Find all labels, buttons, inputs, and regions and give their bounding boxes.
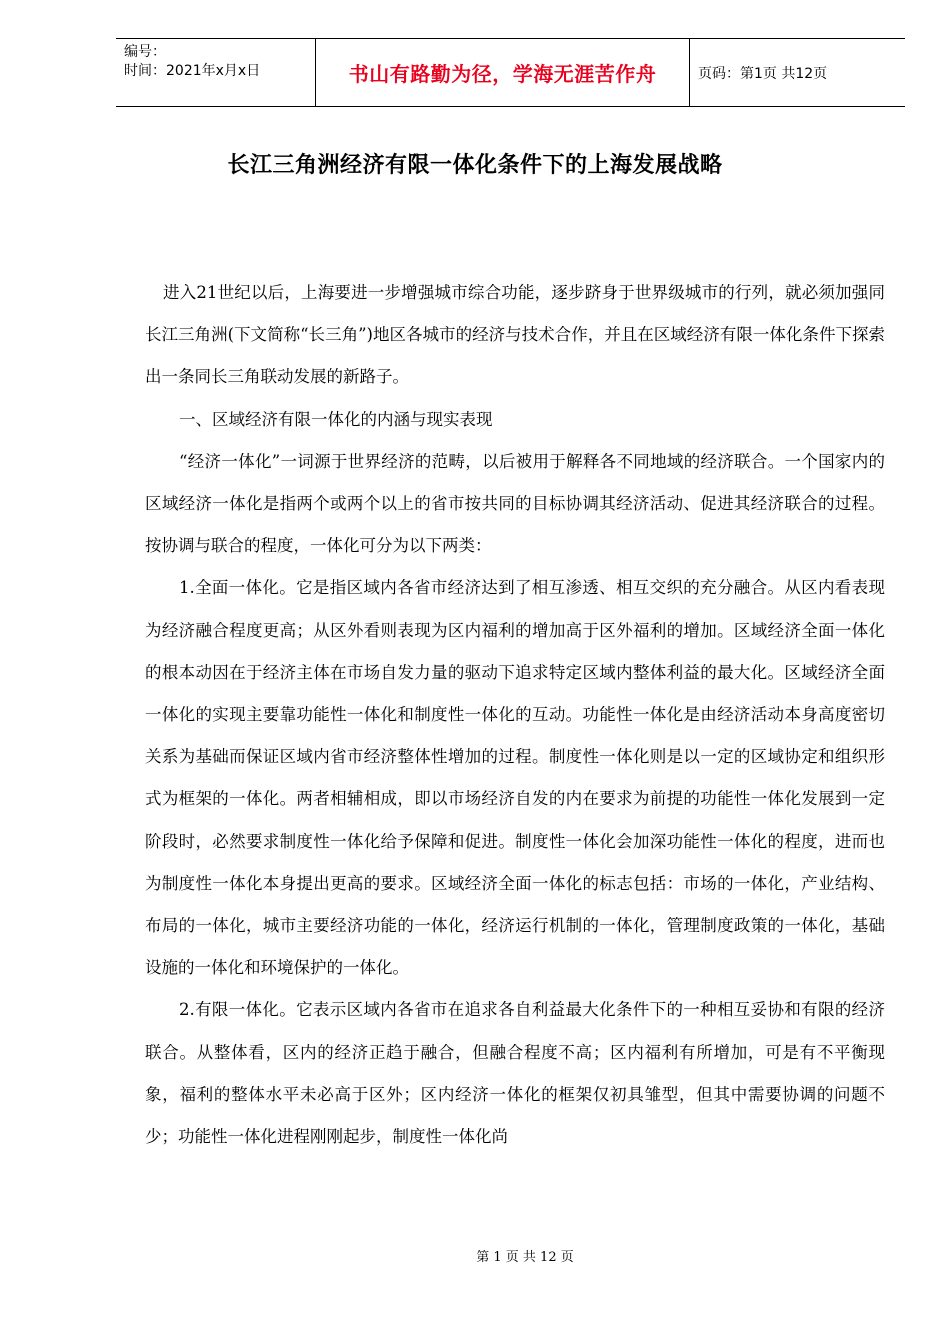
header-page-info: 页码：第1页 共12页 [698,65,828,82]
page-footer: 第 1 页 共 12 页 [476,1250,574,1265]
document-header [116,38,905,107]
document-title: 长江三角洲经济有限一体化条件下的上海发展战略 [227,153,723,178]
document-body [145,272,885,1158]
paragraph-limited-integration: 2.有限一体化。它表示区域内各省市在追求各自利益最大化条件下的一种相互妥协和有限的经济联合。从整体看，区内的经济正趋于融合，但融合程度不高；区内福利有所增加，可是有不平衡现象，福利的整体水平未必高于区外；区内经济一体化的框架仅初具雏型，但其中需要协调的问题不少；功能性一体化进程刚刚起步，制度性一体化尚 [145,1000,885,1147]
header-motto: 书山有路勤为径，学海无涯苦作舟 [316,39,690,106]
paragraph-intro: 进入21世纪以后，上海要进一步增强城市综合功能，逐步跻身于世界级城市的行列，就必须加强同长江三角洲(下文简称“长三角”)地区各城市的经济与技术合作，并且在区域经济有限一体化条件下探索出一条同长三角联动发展的新路子。 [145,283,885,387]
header-meta [116,39,316,106]
section-heading: 一、区域经济有限一体化的内涵与现实表现 [179,409,493,429]
paragraph-full-integration: 1.全面一体化。它是指区域内各省市经济达到了相互渗透、相互交织的充分融合。从区内看表现为经济融合程度更高；从区外看则表现为区内福利的增加高于区外福利的增加。区域经济全面一体化的根本动因在于经济主体在市场自发力量的驱动下追求特定区域内整体利益的最大化。区域经济全面一体化的实现主要靠功能性一体化和制度性一体化的互动。功能性一体化是由经济活动本身高度密切关系为基础而保证区域内省市经济整体性增加的过程。制度性一体化则是以一定的区域协定和组织形式为框架的一体化。两者相辅相成，即以市场经济自发的内在要求为前提的功能性一体化发展到一定阶段时，必然要求制度性一体化给予保障和促进。制度性一体化会加深功能性一体化的程度，进而也为制度性一体化本身提出更高的要求。区域经济全面一体化的标志包括：市场的一体化，产业结构、布局的一体化，城市主要经济功能的一体化，经济运行机制的一体化，管理制度政策的一体化，基础设施的一体化和环境保护的一体化。 [145,578,885,978]
document-time-label: 时间：2021年x月x日 [124,63,261,79]
paragraph-definition: “经济一体化”一词源于世界经济的范畴，以后被用于解释各不同地域的经济联合。一个国家内的区域经济一体化是指两个或两个以上的省市按共同的目标协调其经济活动、促进其经济联合的过程。按协调与联合的程度，一体化可分为以下两类： [145,451,885,556]
document-number-label: 编号： [124,44,166,60]
